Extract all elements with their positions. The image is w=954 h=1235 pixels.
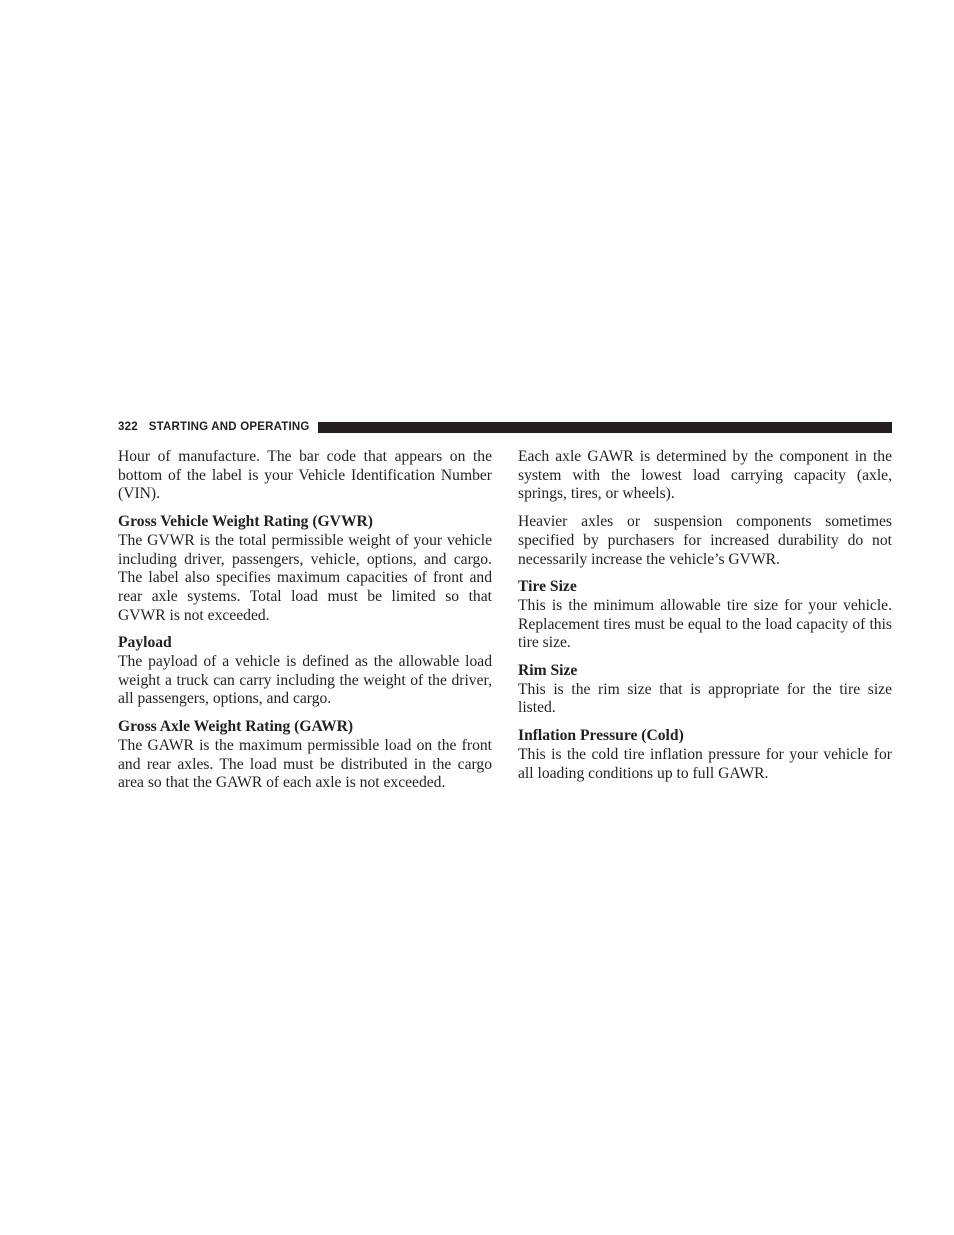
inflation-body: This is the cold tire inflation pressure for your vehicle for all loading conditions up to full GAWR. [518,745,892,782]
payload-section [118,634,492,709]
gvwr-body: The GVWR is the total permissible weight of your vehicle including driver, passengers, vehicle, options, and cargo. The label also specifies maximum capacities of front and rear axle systems. Total load must be limited so that GVWR is not exceeded. [118,531,492,624]
header-rule [318,422,892,433]
heavier-axles-paragraph: Heavier axles or suspension components sometimes specified by purchasers for increased durability do not necessarily increase the vehicle’s GVWR. [518,513,892,568]
tire-size-heading: Tire Size [518,578,577,596]
rim-size-heading: Rim Size [518,662,578,680]
page-number: 322 [118,421,138,433]
gvwr-section [118,513,492,625]
payload-heading: Payload [118,634,172,652]
tire-size-section [518,578,892,653]
left-column [118,448,492,802]
rim-size-body: This is the rim size that is appropriate for the tire size listed. [518,680,892,717]
gawr-body: The GAWR is the maximum permissible load on the front and rear axles. The load must be distributed in the cargo area so that the GAWR of each axle is not exceeded. [118,736,492,792]
rim-size-section [518,662,892,718]
axle-gawr-paragraph: Each axle GAWR is determined by the component in the system with the lowest load carrying capacity (axle, springs, tires, or wheels). [518,448,892,503]
tire-size-body: This is the minimum allowable tire size for your vehicle. Replacement tires must be equal to the load capacity of this tire size. [518,596,892,652]
intro-paragraph: Hour of manufacture. The bar code that appears on the bottom of the label is your Vehicle Identification Number (VIN). [118,448,492,503]
gawr-heading: Gross Axle Weight Rating (GAWR) [118,718,354,736]
right-column [518,448,892,792]
gvwr-heading: Gross Vehicle Weight Rating (GVWR) [118,513,373,531]
gawr-section [118,718,492,793]
inflation-heading: Inflation Pressure (Cold) [518,727,684,745]
page-header [118,419,892,435]
section-title: STARTING AND OPERATING [148,421,310,433]
payload-body: The payload of a vehicle is defined as the allowable load weight a truck can carry including the weight of the driver, all passengers, options, and cargo. [118,653,492,708]
inflation-section [518,727,892,783]
